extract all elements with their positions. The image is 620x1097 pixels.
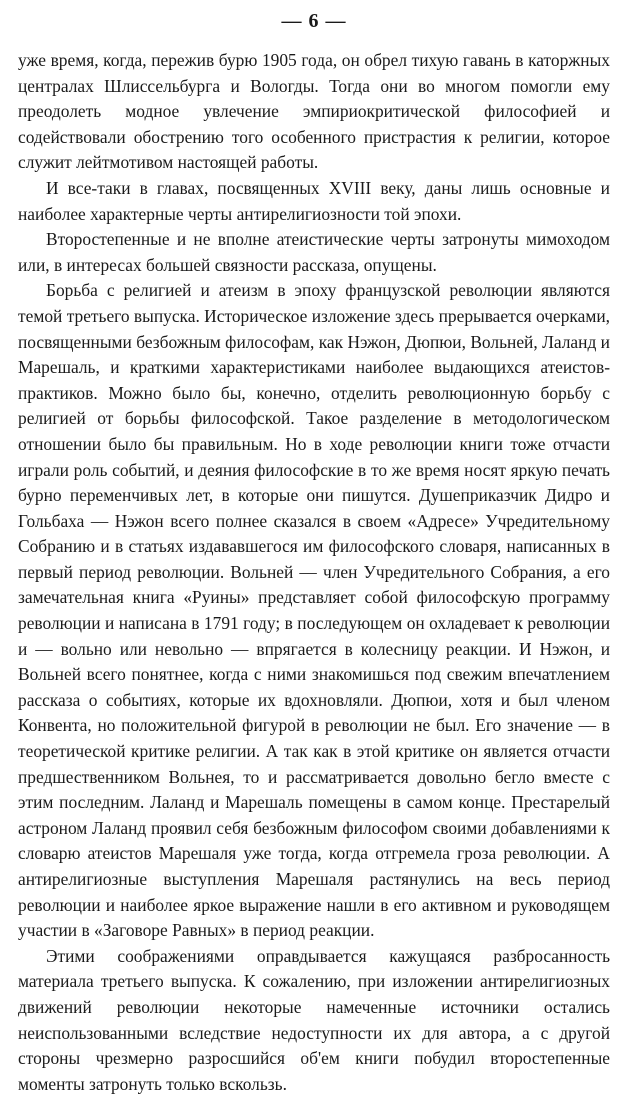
document-page xyxy=(18,10,610,1097)
paragraph: Этими соображениями оправдывается кажущаяся разбросанность материала третьего выпуска. К сожалению, при изложении антирелигиозных движений революции некоторые намеченные источники остались неиспользованными вследствие недоступности их для автора, а с другой стороны чрезмерно разросшийся об'ем книги побудил второстепенные моменты затронуть только вскользь. xyxy=(18,945,610,1094)
paragraph: Второстепенные и не вполне атеистические черты затронуты мимоходом или, в интересах большей связности рассказа, опущены. xyxy=(18,229,610,275)
page-number: — 6 — xyxy=(281,10,347,32)
paragraph: Борьба с религией и атеизм в эпоху французской революции являются темой третьего выпуска. Историческое изложение здесь прерывается очерками, посвященными безбожным философам, как Нэжон, Дюпюи, Вольней, Лаланд и Марешаль, и краткими характеристиками наиболее выдающихся атеистов-практиков. Можно было бы, конечно, отделить революционную борьбу с религией от борьбы философской. Такое разделение в методологическом отношении было бы правильным. Но в ходе революции книги тоже отчасти играли роль событий, и деяния философские в то же время носят яркую печать бурно переменчивых лет, в которые они пишутся. Душеприказчик Дидро и Гольбаха — Нэжон всего полнее сказался в своем «Адресе» Учредительному Собранию и в статьях издававшегося им философского словаря, написанных в первый период революции. Вольней — член Учредительного Собрания, а его замечательная книга «Руины» представляет собой философскую программу революции и написана в 1791 году; в последующем он охладевает к революции и — вольно или невольно — впрягается в колесницу реакции. И Нэжон, и Вольней всего понятнее, когда с ними знакомишься под свежим впечатлением рассказа о событиях, которые их вдохновляли. Дюпюи, хотя и был членом Конвента, но положительной фигурой в революции не был. Его значение — в теоретической критике религии. А так как в этой критике он является отчасти предшественником Вольнея, то и рассматривается довольно бегло вместе с этим последним. Лаланд и Марешаль помещены в самом конце. Престарелый астроном Лаланд проявил себя безбожным философом своими добавлениями к словарю атеистов Марешаля уже тогда, когда отгремела гроза революции. А антирелигиозные выступления Марешаля растянулись на весь период революции и наиболее яркое выражение нашли в его активном и руководящем участии в «Заговоре Равных» в период реакции. xyxy=(18,280,610,941)
paragraph: И все-таки в главах, посвященных XVIII веку, даны лишь основные и наиболее характерные черты антирелигиозности той эпохи. xyxy=(18,177,610,224)
paragraph: уже время, когда, пережив бурю 1905 года, он обрел тихую гавань в каторжных централах Шлиссельбурга и Вологды. Тогда они во многом помогли ему преодолеть модное увлечение эмпириокритической философией и содействовали обострению того особенного пристрастия к религии, которое служит лейтмотивом настоящей работы. xyxy=(18,50,610,173)
body-text xyxy=(18,48,610,1097)
